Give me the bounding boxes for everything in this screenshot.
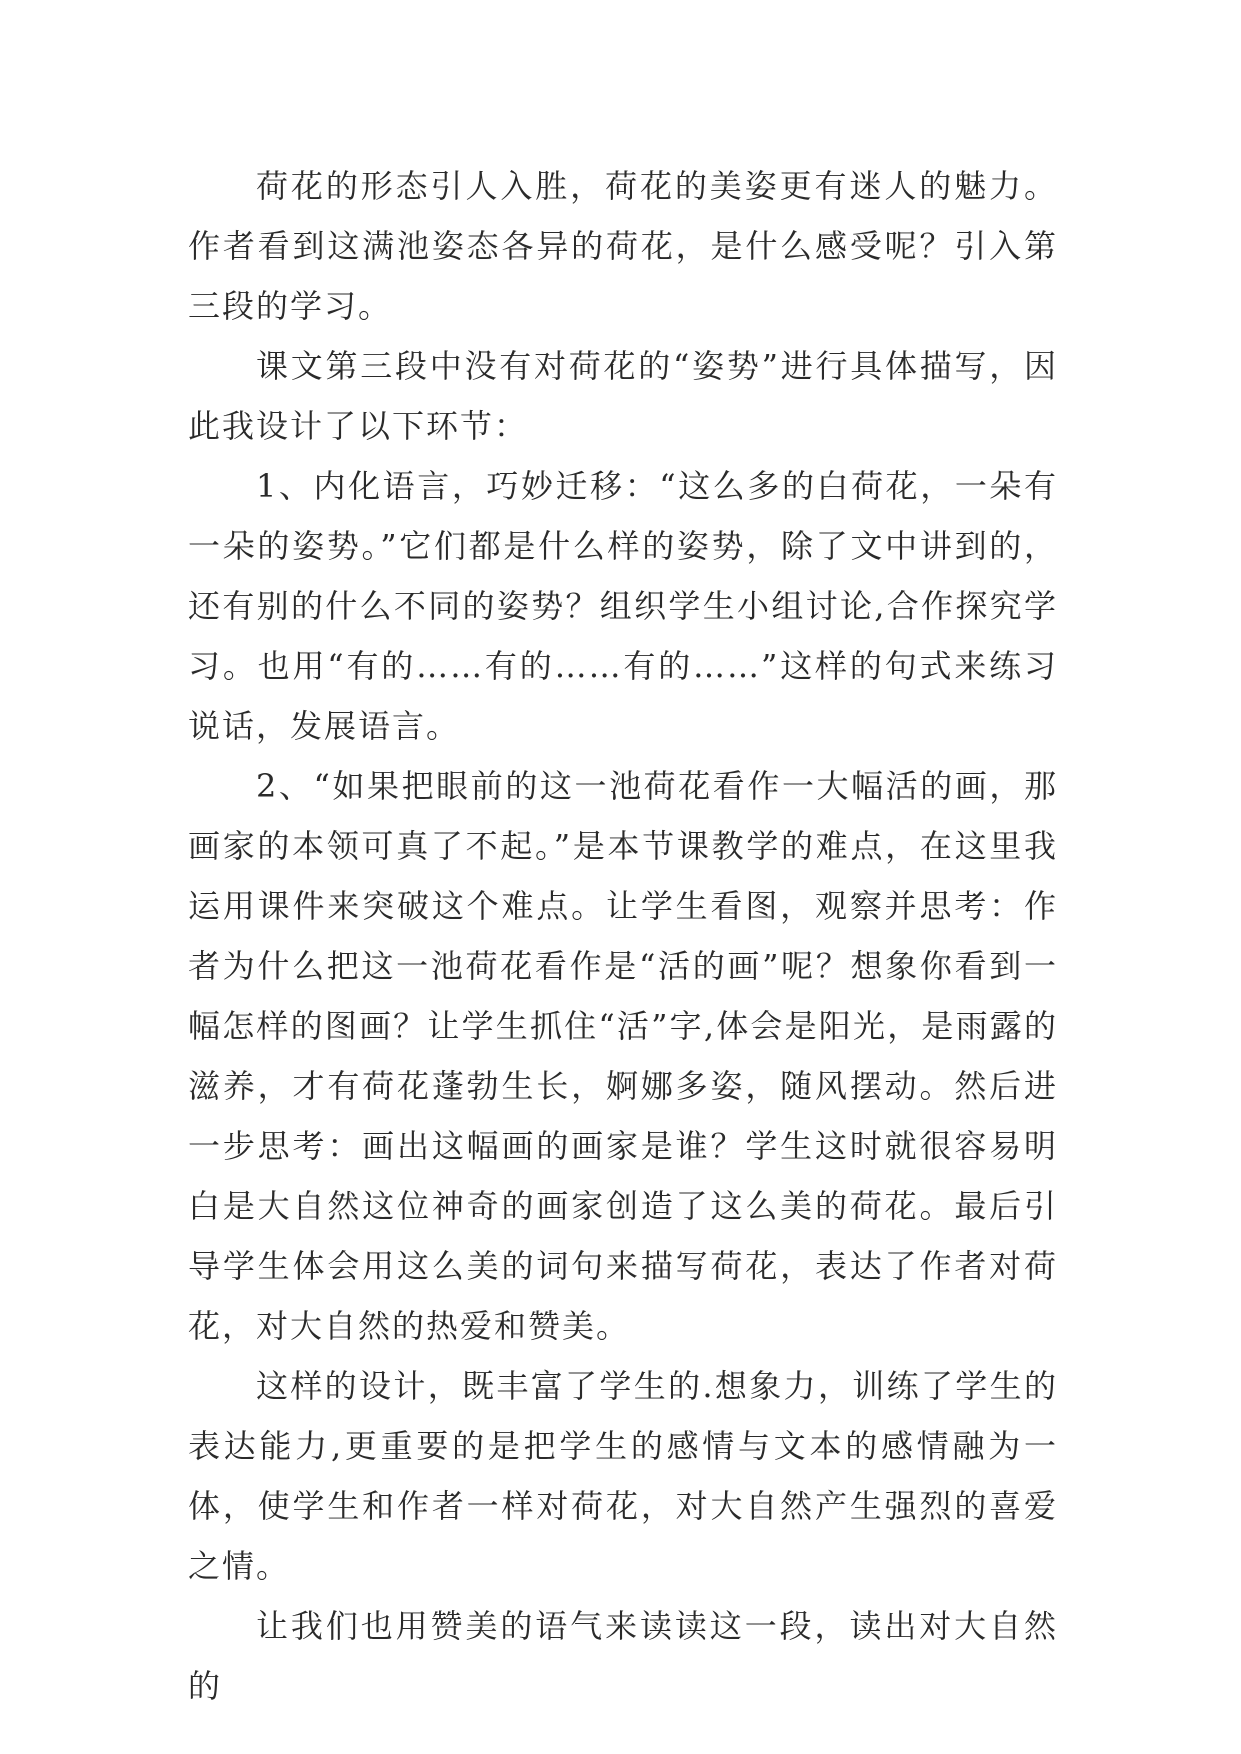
document-body bbox=[188, 156, 1058, 1716]
paragraph-1: 荷花的形态引人入胜，荷花的美姿更有迷人的魅力。作者看到这满池姿态各异的荷花，是什么感受呢？引入第三段的学习。 bbox=[188, 167, 1058, 325]
paragraph-6: 让我们也用赞美的语气来读读这一段，读出对大自然的 bbox=[188, 1607, 1058, 1705]
paragraph-3: 1、内化语言，巧妙迁移：“这么多的白荷花，一朵有一朵的姿势。”它们都是什么样的姿势，除了文中讲到的，还有别的什么不同的姿势？组织学生小组讨论,合作探究学习。也用“有的……有的……有的……”这样的句式来练习说话，发展语言。 bbox=[188, 467, 1058, 745]
paragraph-5: 这样的设计，既丰富了学生的.想象力，训练了学生的表达能力,更重要的是把学生的感情与文本的感情融为一体，使学生和作者一样对荷花，对大自然产生强烈的喜爱之情。 bbox=[188, 1367, 1058, 1585]
paragraph-2: 课文第三段中没有对荷花的“姿势”进行具体描写，因此我设计了以下环节： bbox=[188, 347, 1058, 445]
paragraph-4: 2、“如果把眼前的这一池荷花看作一大幅活的画，那画家的本领可真了不起。”是本节课教学的难点，在这里我运用课件来突破这个难点。让学生看图，观察并思考：作者为什么把这一池荷花看作是“活的画”呢？想象你看到一幅怎样的图画？让学生抓住“活”字,体会是阳光，是雨露的滋养，才有荷花蓬勃生长，婀娜多姿，随风摆动。然后进一步思考：画出这幅画的画家是谁？学生这时就很容易明白是大自然这位神奇的画家创造了这么美的荷花。最后引导学生体会用这么美的词句来描写荷花，表达了作者对荷花，对大自然的热爱和赞美。 bbox=[188, 767, 1058, 1345]
